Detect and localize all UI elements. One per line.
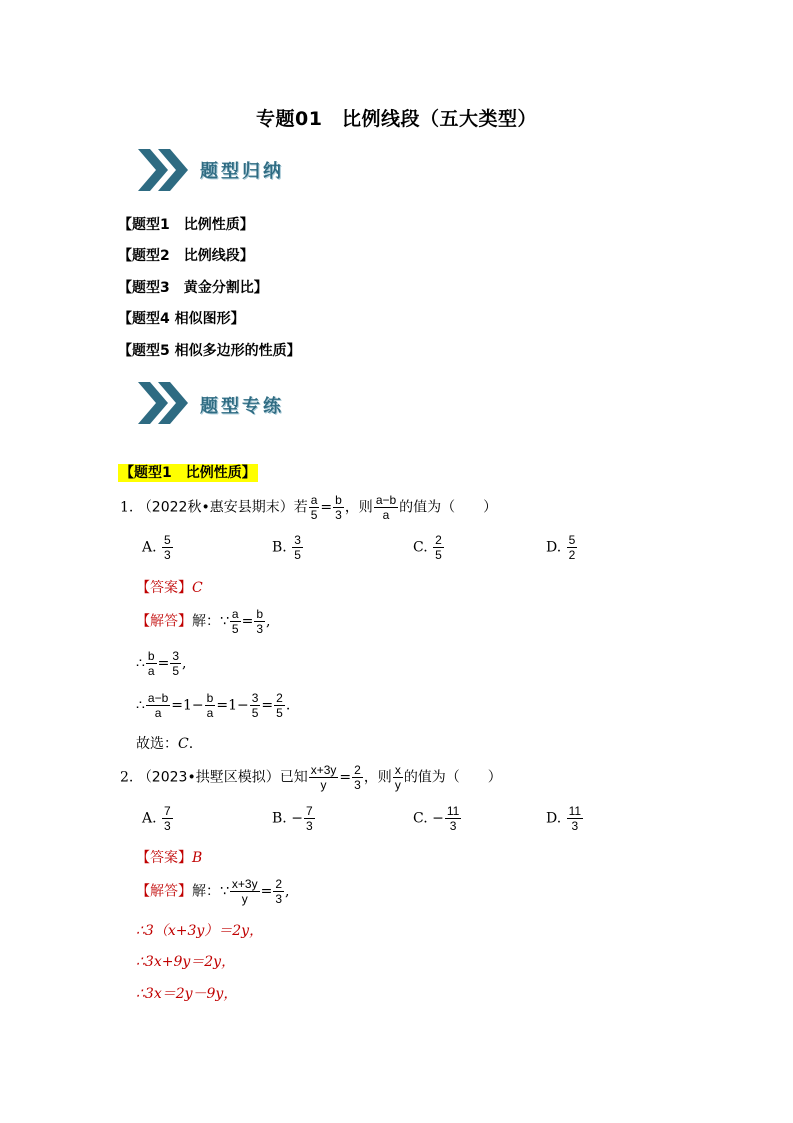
category-item: 【题型5 相似多边形的性质】 xyxy=(118,343,301,359)
practice-banner xyxy=(136,378,336,428)
question-number: 1. xyxy=(120,499,134,516)
double-chevron-icon xyxy=(136,378,192,428)
option-b: B. − $\frac{7}{3}$ xyxy=(272,804,313,833)
question-2: 2. （2023•拱墅区模拟）已知 $\frac{x+3y}{y}$ = $\frac{2}{3}$ ，则 $\frac{x}{y}$ 的值为（ ） xyxy=(120,763,502,792)
section-heading-text: 【题型1 比例性质】 xyxy=(120,465,256,481)
question-source: （2023•拱墅区模拟）已知 xyxy=(137,769,308,786)
option-c: C. $\frac{2}{5}$ xyxy=(413,533,442,562)
option-a: A. $\frac{5}{3}$ xyxy=(142,533,171,562)
category-item: 【题型1 比例性质】 xyxy=(118,217,254,233)
solution-2: 【解答】解：∵ $\frac{x+3y}{y}$ = $\frac{2}{3}$ , xyxy=(136,877,290,906)
option-b: B. $\frac{3}{5}$ xyxy=(272,533,301,562)
solution-1: 【解答】解：∵ $\frac{a}{5}$ = $\frac{b}{3}$ , xyxy=(136,607,271,636)
option-c: C. − $\frac{11}{3}$ xyxy=(413,804,460,833)
solution-1-choice: 故选：C. xyxy=(136,736,194,752)
page-title: 专题01 比例线段（五大类型） xyxy=(256,108,537,130)
category-item: 【题型2 比例线段】 xyxy=(118,248,254,264)
question-source: （2022秋•惠安县期末）若 xyxy=(137,499,308,516)
practice-banner-text: 题型专练 xyxy=(200,396,284,417)
option-d: D. $\frac{5}{2}$ xyxy=(546,533,576,562)
question-number: 2. xyxy=(120,769,134,786)
question-1: 1. （2022秋•惠安县期末）若 $\frac{a}{5}$ = $\frac{b}{3}$ ，则 $\frac{a-b}{a}$ 的值为（ ） xyxy=(120,493,498,522)
solution-2-step-2: ∴3x+9y＝2y， xyxy=(136,954,236,970)
solution-1-step-1: ∴ $\frac{b}{a}$ = $\frac{3}{5}$ , xyxy=(136,649,187,678)
summary-banner-text: 题型归纳 xyxy=(200,161,284,182)
solution-1-step-2: ∴ $\frac{a-b}{a}$ =1− $\frac{b}{a}$ =1− $\frac{3}{5}$ = $\frac{2}{5}$ . xyxy=(136,691,291,720)
category-item: 【题型3 黄金分割比】 xyxy=(118,280,268,296)
answer-1: 【答案】C xyxy=(136,580,203,596)
option-a: A. $\frac{7}{3}$ xyxy=(142,804,171,833)
section-heading xyxy=(118,462,258,482)
solution-2-step-3: ∴3x＝2y－9y， xyxy=(136,986,238,1002)
category-item: 【题型4 相似图形】 xyxy=(118,311,245,327)
answer-2: 【答案】B xyxy=(136,850,203,866)
summary-banner xyxy=(136,145,336,195)
option-d: D. $\frac{11}{3}$ xyxy=(546,804,582,833)
solution-2-step-1: ∴3（x+3y）＝2y， xyxy=(136,923,264,939)
double-chevron-icon xyxy=(136,145,192,195)
